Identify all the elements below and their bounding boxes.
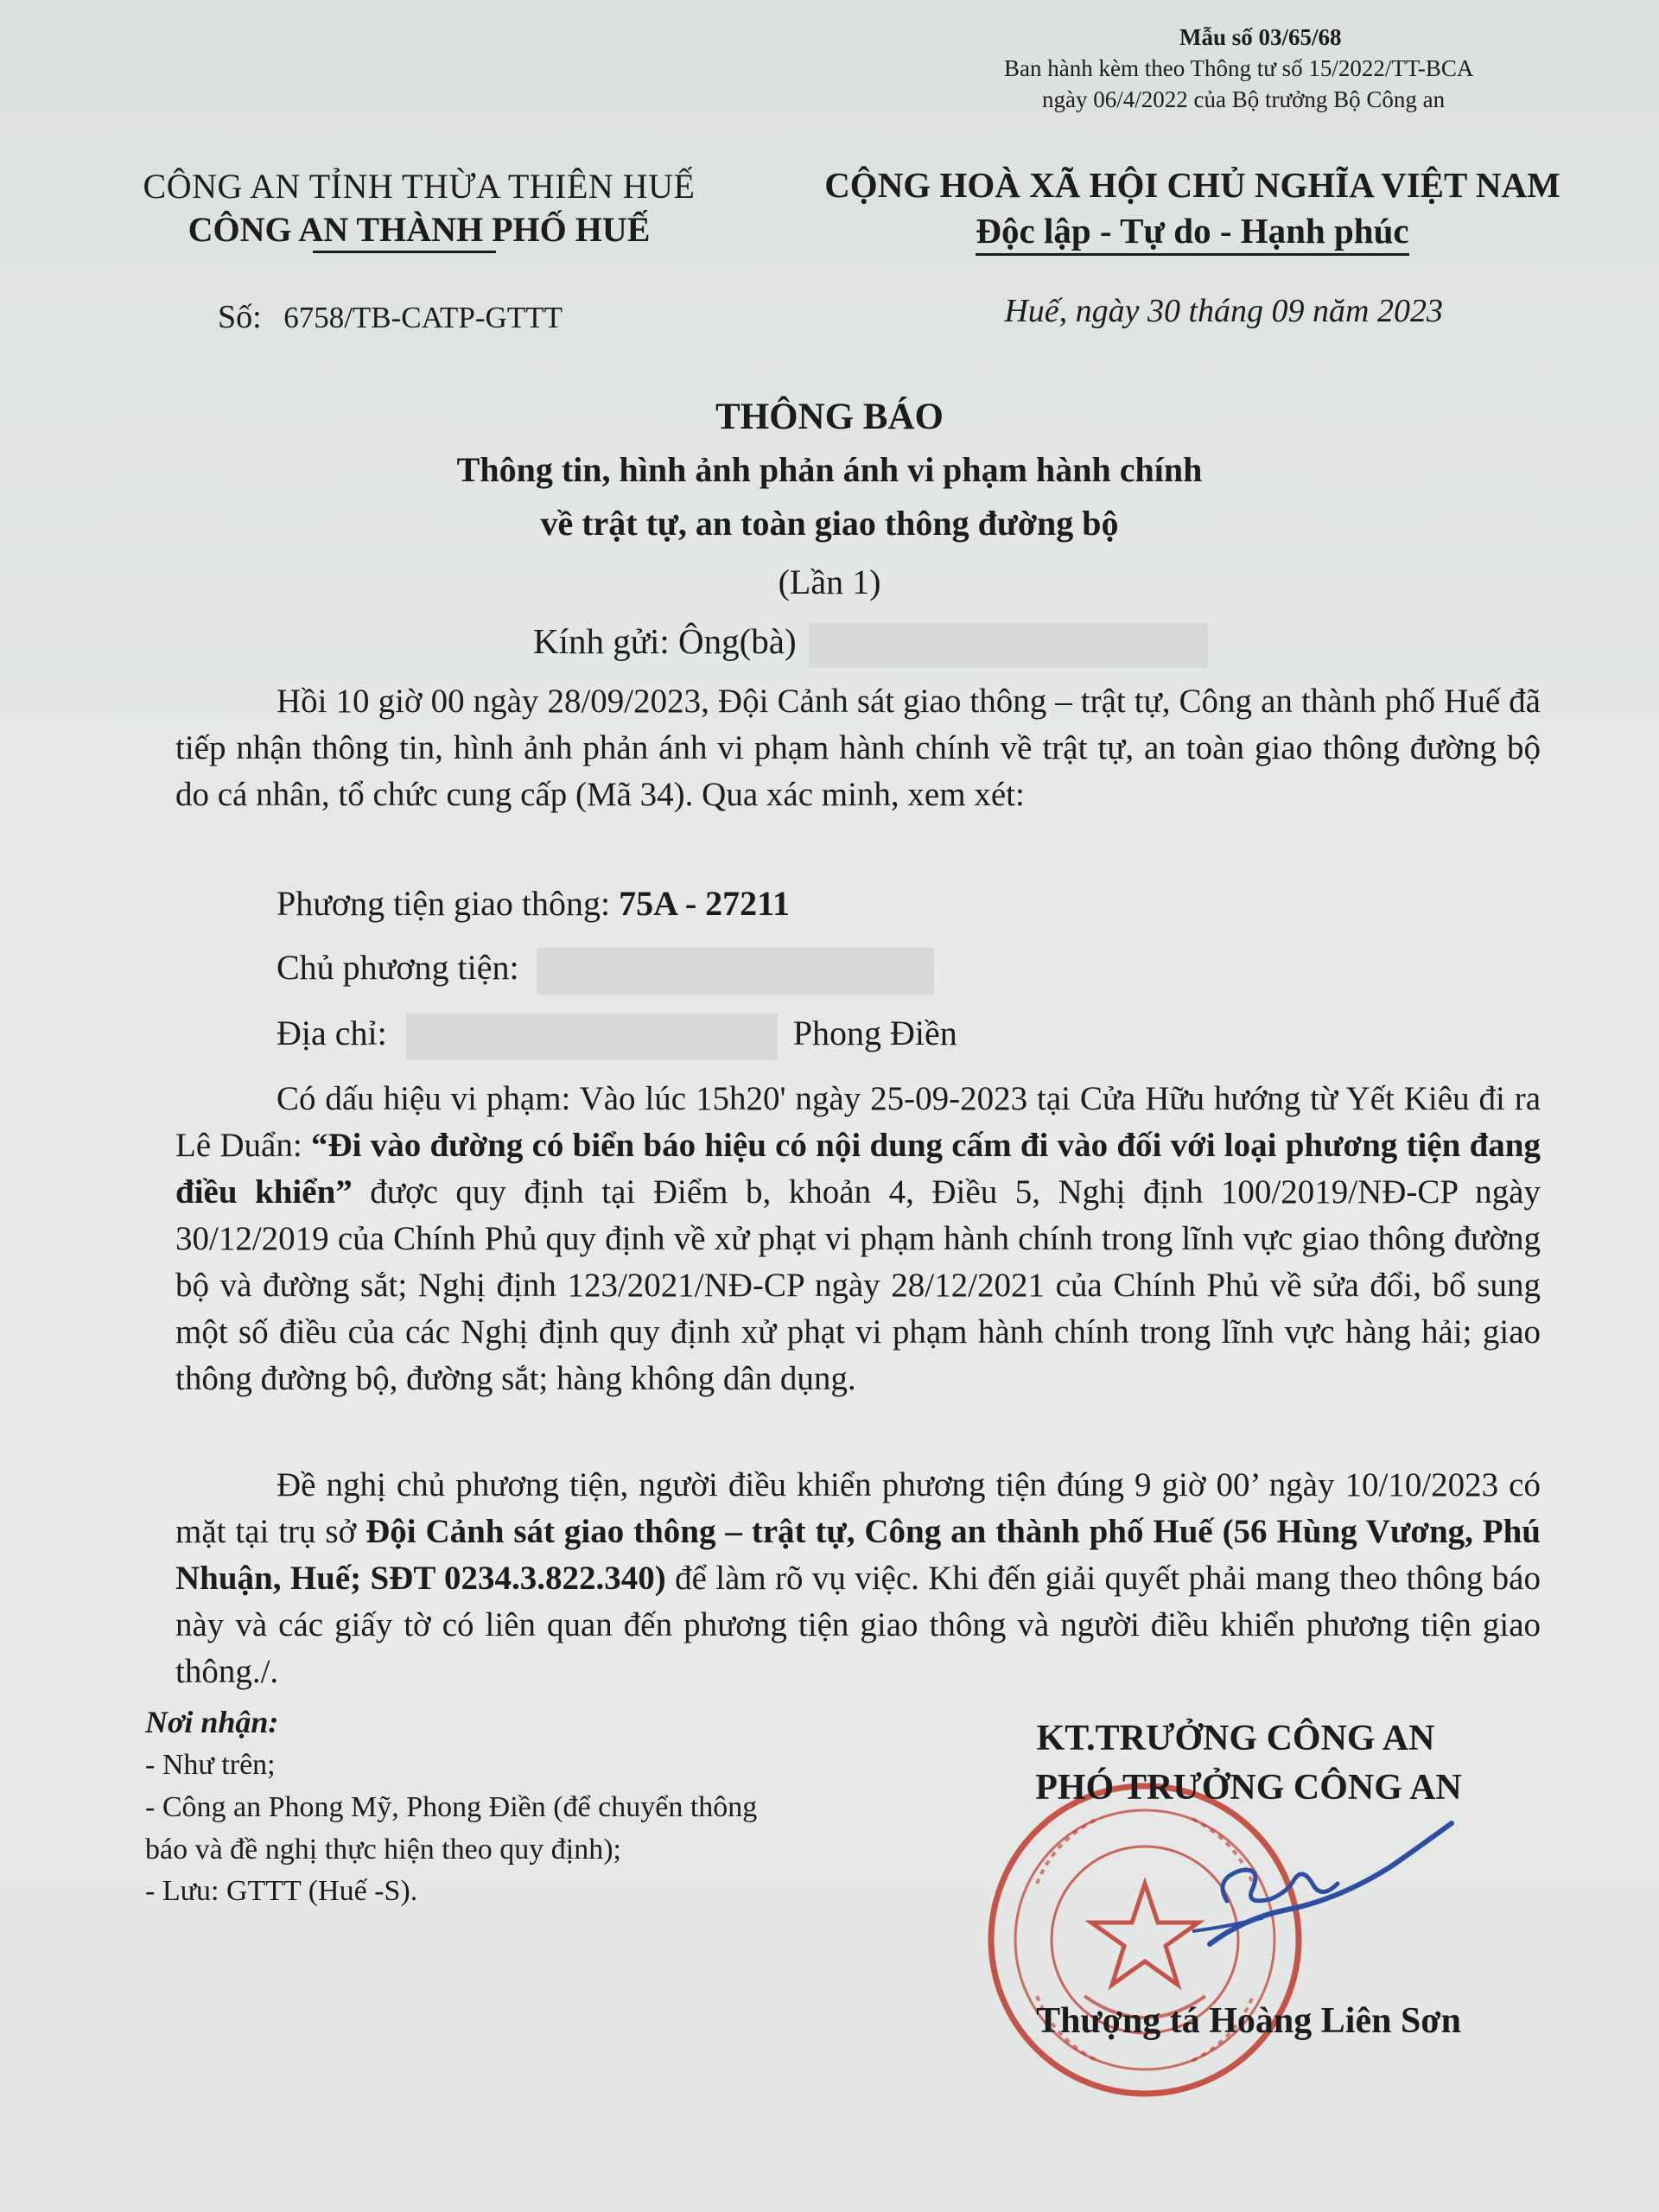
recipient-label: Kính gửi: Ông(bà): [533, 621, 797, 661]
owner-field: [276, 947, 934, 995]
place-date: Huế, ngày 30 tháng 09 năm 2023: [1004, 293, 1443, 329]
redacted-owner-name: [537, 948, 934, 995]
document-subtitle-2: về trật tự, an toàn giao thông đường bộ: [540, 504, 1119, 543]
violation-description: “Đi vào đường có biển báo hiệu có nội dung cấm đi vào đối với loại phương tiện đang điều khiển”: [175, 1127, 1541, 1211]
redacted-address: [406, 1014, 778, 1060]
redacted-recipient-name: [809, 623, 1208, 668]
body-paragraph-1: Hồi 10 giờ 00 ngày 28/09/2023, Đội Cảnh sát giao thông – trật tự, Công an thành phố Huế đã tiếp nhận thông tin, hình ảnh phản ánh vi phạm hành chính về trật tự, an toàn giao thông đường bộ do cá nhân, tổ chức cung cấp (Mã 34). Qua xác minh, xem xét:: [175, 683, 1541, 813]
agency-name: CÔNG AN THÀNH PHỐ HUẾ: [188, 210, 651, 249]
address-district: Phong Điền: [792, 1014, 957, 1052]
address-field: [276, 1013, 957, 1060]
handwritten-signature: [1192, 1797, 1460, 1970]
signature-title-2: PHÓ TRƯỞNG CÔNG AN: [1035, 1768, 1462, 1808]
parent-agency: CÔNG AN TỈNH THỪA THIÊN HUẾ: [143, 167, 696, 206]
document-number-label: Số:: [218, 299, 262, 335]
recipients-item: - Lưu: GTTT (Huế -S).: [145, 1875, 418, 1907]
violation-legal-basis: được quy định tại Điểm b, khoản 4, Điều 5, Nghị định 100/2019/NĐ-CP ngày 30/12/2019 của Chính Phủ quy định về xử phạt vi phạm hành chính trong lĩnh vực giao thông đường bộ và đường sắt; Nghị định 123/2021/NĐ-CP ngày 28/12/2021 của Chính Phủ về sửa đổi, bổ sung một số điều của các Nghị định quy định xử phạt vi phạm hành chính trong lĩnh vực hàng hải; giao thông đường bộ, đường sắt; hàng không dân dụng.: [175, 1173, 1541, 1397]
recipients-item: - Như trên;: [145, 1749, 276, 1781]
body-paragraph-2: [175, 1076, 1541, 1402]
signature-title-1: KT.TRƯỞNG CÔNG AN: [1036, 1719, 1435, 1758]
motto-text: Độc lập - Tự do - Hạnh phúc: [976, 211, 1408, 256]
summons-intro: Đề nghị chủ phương tiện, người điều khiển phương tiện đúng 9 giờ 00’ ngày 10/10/2023 có mặt tại trụ sở: [175, 1466, 1541, 1550]
vehicle-field: [276, 883, 790, 924]
violation-intro: Có dấu hiệu vi phạm: Vào lúc 15h20' ngày 25-09-2023 tại Cửa Hữu hướng từ Yết Kiêu đi ra Lê Duẩn:: [175, 1080, 1541, 1164]
agency-underline: [313, 251, 496, 253]
signer-name: Thượng tá Hoàng Liên Sơn: [1036, 2001, 1461, 2041]
national-motto: [760, 210, 1624, 251]
document-title: THÔNG BÁO: [715, 397, 944, 437]
recipients-item: - Công an Phong Mỹ, Phong Điền (để chuyển thông: [145, 1791, 758, 1823]
owner-label: Chủ phương tiện:: [276, 948, 519, 987]
national-title: CỘNG HOÀ XÃ HỘI CHỦ NGHĨA VIỆT NAM: [824, 165, 1560, 205]
address-label: Địa chỉ:: [276, 1014, 387, 1052]
body-paragraph-3: [175, 1462, 1541, 1695]
summons-instructions: để làm rõ vụ việc. Khi đến giải quyết phải mang theo thông báo này và các giấy tờ có liên quan đến phương tiện giao thông và người điều khiển phương tiện giao thông./.: [175, 1560, 1541, 1690]
form-number: Mẫu số 03/65/68: [1179, 24, 1342, 50]
vehicle-label: Phương tiện giao thông:: [276, 884, 620, 923]
form-issued-with: Ban hành kèm theo Thông tư số 15/2022/TT-BCA: [1004, 55, 1474, 81]
attempt-number: (Lần 1): [778, 563, 881, 601]
form-issued-date: ngày 06/4/2022 của Bộ trưởng Bộ Công an: [1042, 86, 1446, 112]
recipients-title: Nơi nhận:: [145, 1705, 279, 1739]
vehicle-plate: 75A - 27211: [619, 884, 790, 923]
document-subtitle-1: Thông tin, hình ảnh phản ánh vi phạm hành chính: [456, 450, 1203, 489]
document-number-value: 6758/TB-CATP-GTTT: [283, 301, 563, 334]
summons-location: Đội Cảnh sát giao thông – trật tự, Công an thành phố Huế (56 Hùng Vương, Phú Nhuận, Huế; SĐT 0234.3.822.340): [175, 1513, 1541, 1597]
recipient-line: [533, 620, 1208, 668]
recipients-item: báo và đề nghị thực hiện theo quy định);: [145, 1834, 621, 1866]
document-number: [218, 298, 563, 336]
